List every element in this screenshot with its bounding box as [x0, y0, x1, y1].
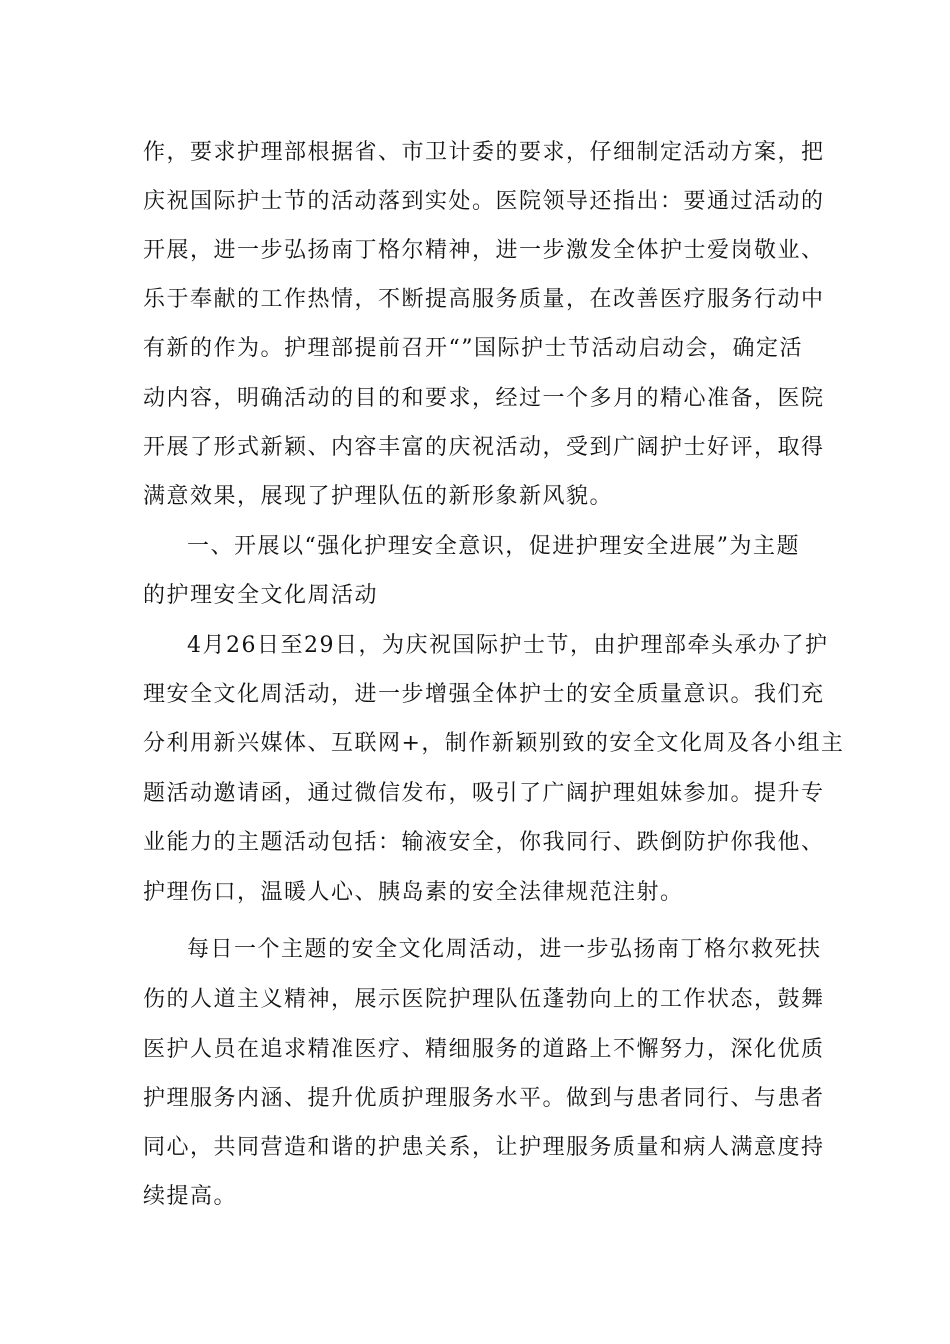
paragraph-3-line-2: 伤的人道主义精神，展示医院护理队伍蓬勃向上的工作状态，鼓舞 — [143, 987, 825, 1012]
paragraph-3-line-5: 同心，共同营造和谐的护患关系，让护理服务质量和病人满意度持 — [143, 1135, 825, 1160]
paragraph-1-line-2: 庆祝国际护士节的活动落到实处。医院领导还指出：要通过活动的 — [143, 189, 825, 214]
paragraph-2-line-5: 业能力的主题活动包括：输液安全，你我同行、跌倒防护你我他、 — [143, 830, 825, 855]
paragraph-1-line-3: 开展，进一步弘扬南丁格尔精神，进一步激发全体护士爱岗敬业、 — [143, 238, 825, 263]
paragraph-3-line-3: 医护人员在追求精准医疗、精细服务的道路上不懈努力，深化优质 — [143, 1037, 825, 1062]
paragraph-1-line-1: 作，要求护理部根据省、市卫计委的要求，仔细制定活动方案，把 — [143, 140, 825, 165]
paragraph-3-line-4: 护理服务内涵、提升优质护理服务水平。做到与患者同行、与患者 — [143, 1086, 825, 1111]
section-heading-line-1: 一、开展以“强化护理安全意识，促进护理安全进展”为主题 — [187, 534, 800, 559]
paragraph-1-line-6: 动内容，明确活动的目的和要求，经过一个多月的精心准备，医院 — [143, 386, 825, 411]
paragraph-1-line-4: 乐于奉献的工作热情，不断提高服务质量，在改善医疗服务行动中 — [143, 287, 825, 312]
paragraph-1-line-5: 有新的作为。护理部提前召开“”国际护士节活动启动会，确定活 — [143, 336, 803, 361]
paragraph-3-line-1: 每日一个主题的安全文化周活动，进一步弘扬南丁格尔救死扶 — [187, 937, 822, 962]
paragraph-3-line-6: 续提高。 — [143, 1184, 238, 1209]
paragraph-1-line-7: 开展了形式新颖、内容丰富的庆祝活动，受到广阔护士好评，取得 — [143, 435, 825, 460]
paragraph-2-line-6: 护理伤口，温暖人心、胰岛素的安全法律规范注射。 — [143, 880, 684, 905]
paragraph-2-line-1: 4月26日至29日，为庆祝国际护士节，由护理部牵头承办了护 — [187, 633, 829, 658]
paragraph-2-line-4: 题活动邀请函，通过微信发布，吸引了广阔护理姐妹参加。提升专 — [143, 781, 825, 806]
paragraph-2-line-3: 分利用新兴媒体、互联网+，制作新颖别致的安全文化周及各小组主 — [143, 731, 845, 756]
section-heading-line-2: 的护理安全文化周活动 — [143, 583, 379, 608]
paragraph-2-line-2: 理安全文化周活动，进一步增强全体护士的安全质量意识。我们充 — [143, 682, 825, 707]
paragraph-1-line-8: 满意效果，展现了护理队伍的新形象新风貌。 — [143, 484, 614, 509]
